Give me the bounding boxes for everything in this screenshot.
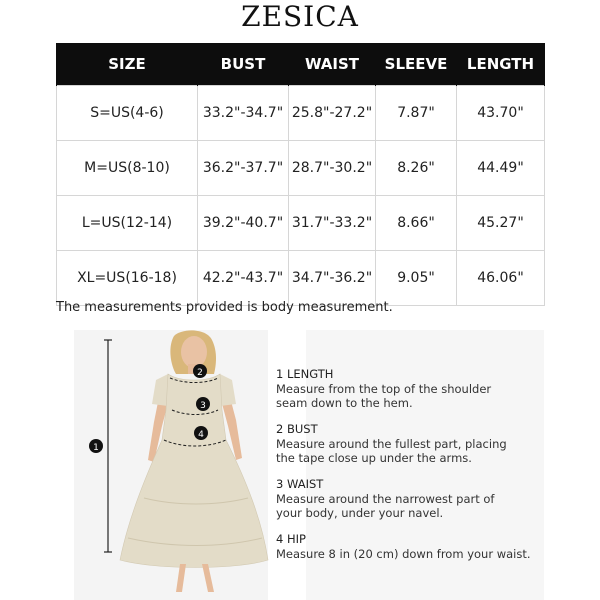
brand-logo: ZESICA (241, 0, 359, 33)
marker-length (89, 439, 103, 453)
marker-hip (194, 426, 208, 440)
instruction-hip (276, 532, 531, 561)
instruction-text: seam down to the hem. (276, 396, 413, 410)
table-row (57, 86, 545, 141)
measurement-note: The measurements provided is body measurement. (56, 300, 393, 315)
cell-waist: 34.7"-36.2" (289, 251, 376, 306)
cell-bust: 42.2"-43.7" (198, 251, 289, 306)
instruction-heading: 1 LENGTH (276, 367, 334, 381)
model-face (181, 336, 207, 368)
header-sleeve: SLEEVE (376, 43, 457, 86)
cell-sleeve: 9.05" (376, 251, 457, 306)
header-bust: BUST (198, 43, 289, 86)
table-header-row (57, 43, 545, 86)
cell-bust: 39.2"-40.7" (198, 196, 289, 251)
cell-size: XL=US(16-18) (57, 251, 198, 306)
svg-text:4: 4 (198, 430, 204, 440)
cell-sleeve: 8.26" (376, 141, 457, 196)
header-length: LENGTH (457, 43, 545, 86)
instruction-waist (276, 477, 494, 521)
instruction-heading: 3 WAIST (276, 477, 324, 491)
cell-waist: 25.8"-27.2" (289, 86, 376, 141)
svg-text:1: 1 (93, 443, 99, 453)
cell-size: S=US(4-6) (57, 86, 198, 141)
table-row (57, 141, 545, 196)
cell-bust: 36.2"-37.7" (198, 141, 289, 196)
marker-bust (193, 364, 207, 378)
model-illustration (56, 330, 306, 600)
cell-waist: 28.7"-30.2" (289, 141, 376, 196)
model-right-sleeve (220, 374, 236, 406)
header-size: SIZE (57, 43, 198, 86)
cell-length: 44.49" (457, 141, 545, 196)
instruction-text: Measure around the narrowest part of (276, 491, 495, 506)
instruction-bust (276, 422, 507, 466)
model-left-sleeve (152, 374, 168, 406)
size-chart-table (56, 43, 545, 306)
svg-text:3: 3 (200, 401, 206, 411)
instruction-text: your body, under your navel. (276, 506, 444, 520)
instruction-length (276, 367, 491, 411)
instruction-text: the tape close up under the arms. (276, 451, 472, 465)
cell-sleeve: 8.66" (376, 196, 457, 251)
measurement-guide (56, 330, 544, 600)
svg-text:2: 2 (197, 368, 203, 378)
header-waist: WAIST (289, 43, 376, 86)
instruction-text: Measure around the fullest part, placing (276, 436, 507, 451)
cell-size: L=US(12-14) (57, 196, 198, 251)
marker-waist (196, 397, 210, 411)
cell-size: M=US(8-10) (57, 141, 198, 196)
model-dress (120, 374, 268, 568)
cell-length: 45.27" (457, 196, 545, 251)
table-row (57, 251, 545, 306)
cell-length: 46.06" (457, 251, 545, 306)
cell-sleeve: 7.87" (376, 86, 457, 141)
table-row (57, 196, 545, 251)
cell-bust: 33.2"-34.7" (198, 86, 289, 141)
model-right-leg (202, 564, 214, 592)
instruction-text: Measure 8 in (20 cm) down from your waist. (276, 546, 531, 561)
model-left-leg (176, 564, 186, 592)
cell-waist: 31.7"-33.2" (289, 196, 376, 251)
cell-length: 43.70" (457, 86, 545, 141)
instruction-heading: 4 HIP (276, 532, 306, 546)
instruction-text: Measure from the top of the shoulder (276, 381, 492, 396)
instruction-heading: 2 BUST (276, 422, 318, 436)
